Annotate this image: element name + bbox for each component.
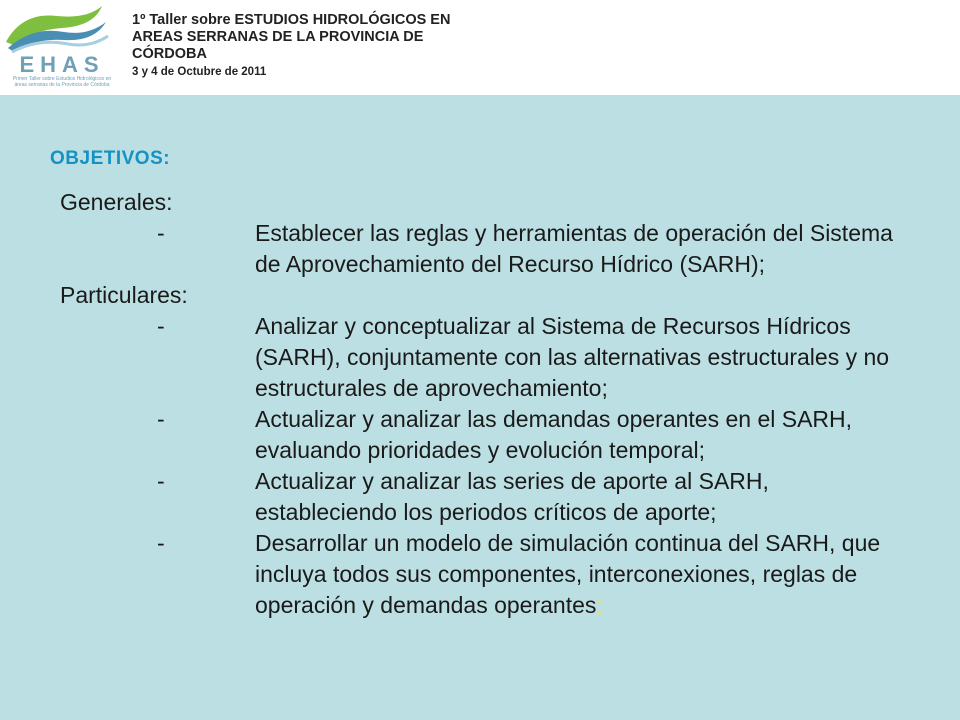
logo-text: EHAS (19, 52, 105, 77)
list-item (60, 311, 940, 404)
generales-heading: Generales: (60, 189, 173, 215)
bullet-dash: - (157, 313, 165, 339)
particulares-heading: Particulares: (60, 282, 188, 308)
list-item (60, 528, 940, 621)
slide-header (0, 0, 960, 95)
list-item-text: Actualizar y analizar las series de aporte al SARH, estableciendo los periodos críticos de aporte; (255, 468, 769, 525)
list-item-text (255, 528, 895, 621)
objectives-content (60, 187, 940, 621)
section-title: OBJETIVOS: (50, 148, 171, 169)
list-item (60, 404, 940, 466)
logo-subtitle: Primer Taller sobre Estudios Hidrológicos en áreas serranas de la Provincia de Córdoba (12, 76, 112, 88)
bullet-dash: - (157, 220, 165, 246)
trailing-semicolon: ; (596, 592, 603, 618)
list-item-main-text: Desarrollar un modelo de simulación continua del SARH, que incluya todos sus componentes, interconexiones, reglas de operación y demandas operantes (255, 530, 881, 618)
header-title: 1º Taller sobre ESTUDIOS HIDROLÓGICOS EN AREAS SERRANAS DE LA PROVINCIA DE CÓRDOBA (132, 12, 451, 62)
list-item (60, 218, 940, 280)
list-item (60, 466, 940, 528)
list-item-text: Analizar y conceptualizar al Sistema de Recursos Hídricos (SARH), conjuntamente con las alternativas estructurales y no estructurales de aprovechamiento; (255, 313, 890, 401)
header-date: 3 y 4 de Octubre de 2011 (132, 66, 267, 78)
wave-logo-icon (2, 2, 112, 54)
bullet-dash: - (157, 530, 165, 556)
list-item-text: Establecer las reglas y herramientas de operación del Sistema de Aprovechamiento del Recurso Hídrico (SARH); (255, 220, 893, 277)
bullet-dash: - (157, 468, 165, 494)
bullet-dash: - (157, 406, 165, 432)
ehas-logo (2, 2, 112, 90)
list-item-text: Actualizar y analizar las demandas operantes en el SARH, evaluando prioridades y evolución temporal; (255, 406, 853, 463)
